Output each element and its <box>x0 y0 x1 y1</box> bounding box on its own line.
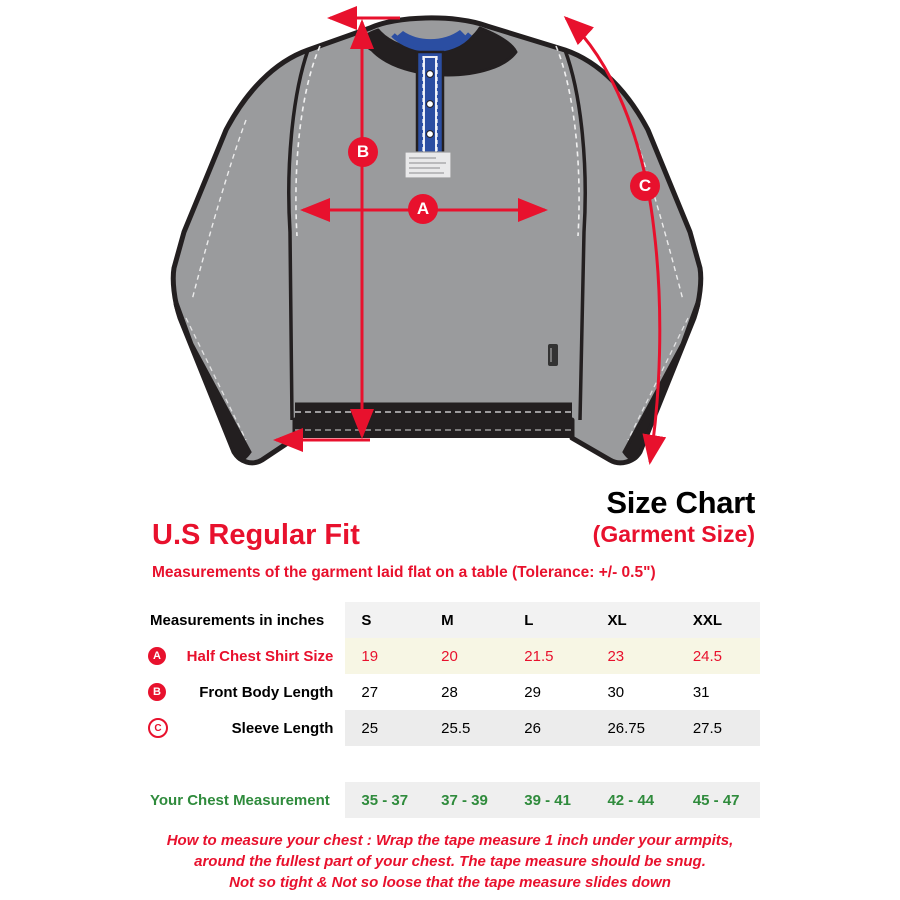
how-to-measure-lead-rest: Wrap the tape measure 1 inch under your armpits, <box>371 832 734 849</box>
header-measurements-label: Measurements in inches <box>150 611 325 629</box>
cell-front-body-length-l: 29 <box>508 674 591 710</box>
spacer-cell <box>425 746 508 782</box>
spacer-cell <box>508 746 591 782</box>
row-label-half-chest-text: Half Chest Shirt Size <box>186 647 334 665</box>
how-to-measure-lead: How to measure your chest : <box>166 832 372 849</box>
shirt-graphic <box>173 18 701 463</box>
cell-your-chest-xxl: 45 - 47 <box>677 782 760 818</box>
header-size-xl: XL <box>591 602 676 638</box>
header-size-s: S <box>345 602 425 638</box>
badge-c-mini: C <box>148 718 168 738</box>
cell-your-chest-l: 39 - 41 <box>508 782 591 818</box>
cell-your-chest-m: 37 - 39 <box>425 782 508 818</box>
cell-half-chest-xxl: 24.5 <box>677 638 760 674</box>
row-label-your-chest: Your Chest Measurement <box>150 791 330 809</box>
cell-front-body-length-xxl: 31 <box>677 674 760 710</box>
fit-subtitle: Measurements of the garment laid flat on a table (Tolerance: +/- 0.5") <box>152 564 656 581</box>
cell-sleeve-length-xl: 26.75 <box>591 710 676 746</box>
how-to-measure-line3: Not so tight & Not so loose that the tape measure slides down <box>229 874 671 891</box>
cell-front-body-length-s: 27 <box>345 674 425 710</box>
table-header-row <box>140 602 760 638</box>
badge-c: C <box>630 171 660 201</box>
cell-sleeve-length-s: 25 <box>345 710 425 746</box>
row-label-half-chest <box>140 638 345 674</box>
fit-title: U.S Regular Fit <box>152 519 360 551</box>
header-size-l: L <box>508 602 591 638</box>
cell-half-chest-m: 20 <box>425 638 508 674</box>
spacer-cell <box>140 746 345 782</box>
badge-a-mini: A <box>148 647 166 665</box>
header-size-xxl: XXL <box>677 602 760 638</box>
how-to-measure-note <box>0 830 900 893</box>
cell-your-chest-xl: 42 - 44 <box>591 782 676 818</box>
spacer-cell <box>591 746 676 782</box>
size-chart-subtitle: (Garment Size) <box>592 521 755 547</box>
cell-sleeve-length-xxl: 27.5 <box>677 710 760 746</box>
table-spacer-row <box>140 746 760 782</box>
badge-b: B <box>348 137 378 167</box>
row-label-sleeve-length <box>140 710 345 746</box>
cell-half-chest-s: 19 <box>345 638 425 674</box>
spacer-cell <box>345 746 425 782</box>
how-to-measure-line2: around the fullest part of your chest. The tape measure should be snug. <box>194 853 706 870</box>
cell-half-chest-l: 21.5 <box>508 638 591 674</box>
cell-your-chest-s: 35 - 37 <box>345 782 425 818</box>
table-row-your-chest-measurement <box>140 782 760 818</box>
spacer-cell <box>677 746 760 782</box>
cell-front-body-length-xl: 30 <box>591 674 676 710</box>
table-row-half-chest <box>140 638 760 674</box>
size-chart-table <box>140 602 760 818</box>
header-size-m: M <box>425 602 508 638</box>
cell-half-chest-xl: 23 <box>591 638 676 674</box>
how-to-measure-line1 <box>0 830 900 851</box>
row-label-front-body-length-text: Front Body Length <box>199 683 334 701</box>
size-chart-title: Size Chart <box>606 485 755 520</box>
badge-a: A <box>408 194 438 224</box>
cell-front-body-length-m: 28 <box>425 674 508 710</box>
table-row-front-body-length <box>140 674 760 710</box>
cell-sleeve-length-m: 25.5 <box>425 710 508 746</box>
row-label-front-body-length <box>140 674 345 710</box>
table-row-sleeve-length <box>140 710 760 746</box>
cell-sleeve-length-l: 26 <box>508 710 591 746</box>
row-label-sleeve-length-text: Sleeve Length <box>231 719 334 737</box>
badge-b-mini: B <box>148 683 166 701</box>
